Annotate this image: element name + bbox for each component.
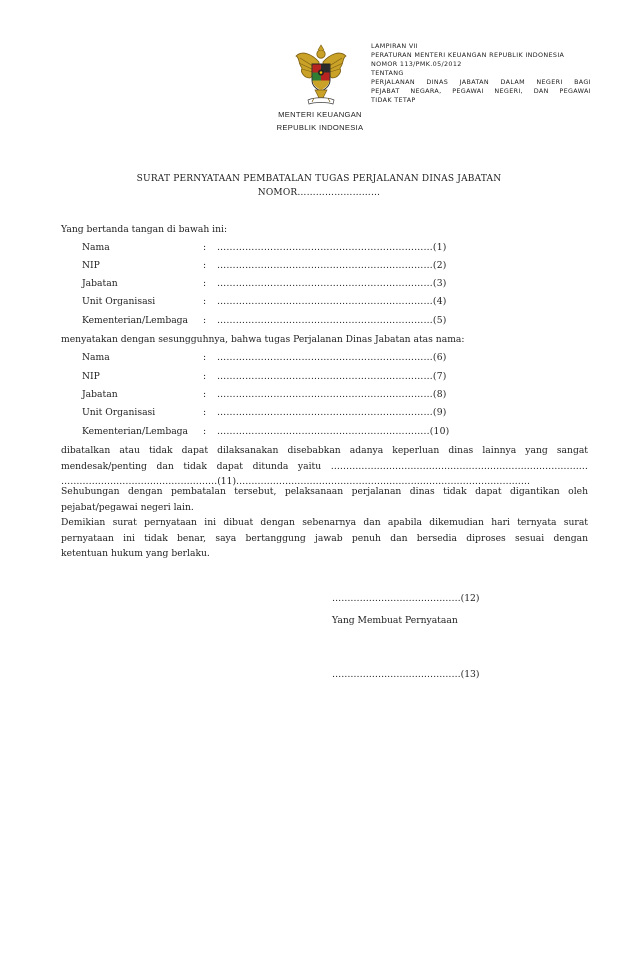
closing-line: pernyataan ini tidak benar, saya bertanggung jawab penuh dan bersedia diproses sesuai dengan [61,532,588,544]
ministry-name-line1: MENTERI KEUANGAN [278,110,362,119]
field-colon: : [203,352,207,363]
closing-paragraph [61,515,588,562]
field-fill: ……………………………………………………………(4) [217,296,447,307]
closing-line: ketentuan hukum yang berlaku. [61,548,210,559]
lampiran-word: BAGI [574,78,591,86]
reason-line: ……………………………………………(11)…………………………………………………………………………………… [61,476,531,487]
lampiran-word: PEJABAT [371,87,400,95]
signature-place-date: ……………………………………(12) [332,593,480,604]
lampiran-line [371,87,591,96]
consequence-line: Sehubungan dengan pembatalan tersebut, pelaksanaan perjalanan dinas tidak dapat digantikan oleh [61,486,588,497]
signature-name: ……………………………………(13) [332,669,480,680]
field-fill: …………………………………………………………..(10) [217,426,450,437]
lampiran-word: PERJALANAN [371,78,415,86]
field-fill: ……………………………………………………………(9) [217,407,447,418]
lampiran-word: DINAS [426,78,449,86]
field-colon: : [203,296,207,307]
lampiran-line: PERATURAN MENTERI KEUANGAN REPUBLIK INDONESIA [371,51,565,59]
reason-line: dibatalkan atau tidak dapat dilaksanakan disebabkan adanya keperluan dinas lainnya yang sangat [61,445,588,456]
lampiran-line: LAMPIRAN VII [371,42,419,50]
field-colon: : [203,260,207,271]
field-fill: ……………………………………………………………(3) [217,278,447,289]
lampiran-block [371,42,591,105]
lampiran-word: PEGAWAI [452,87,484,95]
field-colon: : [203,371,207,382]
closing-line: Demikian surat pernyataan ini dibuat dengan sebenarnya dan apabila dikemudian hari ternyata surat [61,517,588,528]
field-label: NIP [82,371,100,382]
field-fill: ……………………………………………………………(2) [217,260,447,271]
field-colon: : [203,242,207,253]
intro-text: Yang bertanda tangan di bawah ini: [61,224,228,235]
lampiran-line: TENTANG [371,69,404,77]
lampiran-word: PEGAWAI [559,87,591,95]
field-colon: : [203,315,207,326]
garuda-emblem-icon [288,42,354,108]
consequence-line: pejabat/pegawai negeri lain. [61,501,194,513]
field-colon: : [203,426,207,437]
field-label: NIP [82,260,100,271]
field-label: Unit Organisasi [82,407,156,418]
field-label: Unit Organisasi [82,296,156,307]
field-label: Kementerian/Lembaga [82,426,189,437]
field-colon: : [203,407,207,418]
lampiran-line: TIDAK TETAP [371,96,416,104]
field-fill: ……………………………………………………………(1) [217,242,447,253]
field-colon: : [203,389,207,400]
field-label: Jabatan [82,278,118,289]
document-title: SURAT PERNYATAAN PEMBATALAN TUGAS PERJALANAN DINAS JABATAN [136,174,502,184]
field-fill: ……………………………………………………………(5) [217,315,447,326]
document-number: NOMOR……………………… [257,188,381,198]
ministry-name-line2: REPUBLIK INDONESIA [276,123,364,132]
signature-role: Yang Membuat Pernyataan [332,615,458,626]
field-fill: ……………………………………………………………(7) [217,371,447,382]
field-colon: : [203,278,207,289]
lampiran-word: NEGERI [536,78,563,86]
lampiran-word: DAN [533,87,549,95]
field-label: Jabatan [82,389,118,400]
field-label: Nama [82,352,110,363]
lampiran-word: NEGARA, [410,87,442,95]
field-fill: ……………………………………………………………(6) [217,352,447,363]
reason-paragraph [61,443,588,490]
lampiran-line: NOMOR 113/PMK.05/2012 [371,60,462,68]
lampiran-word: NEGERI, [494,87,524,95]
statement-text: menyatakan dengan sesungguhnya, bahwa tugas Perjalanan Dinas Jabatan atas nama: [61,334,465,345]
field-label: Nama [82,242,110,253]
field-label: Kementerian/Lembaga [82,315,189,326]
lampiran-line [371,78,591,87]
consequence-paragraph [61,484,588,515]
lampiran-word: JABATAN [459,78,490,86]
reason-line: mendesak/penting dan tidak dapat ditunda yaitu ………………………………………………………………………… [61,460,588,472]
lampiran-word: DALAM [500,78,525,86]
field-fill: ……………………………………………………………(8) [217,389,447,400]
